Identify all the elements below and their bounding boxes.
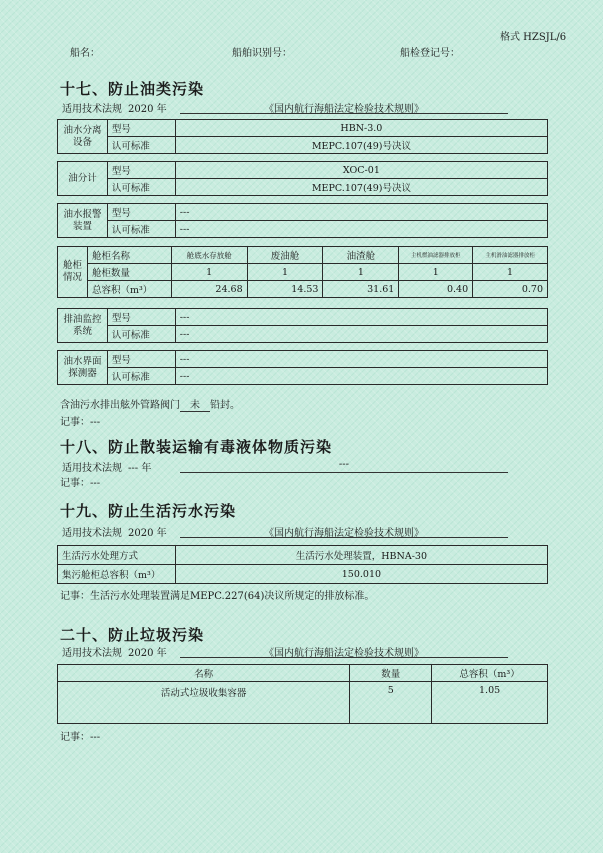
reg-year: 2020 年	[128, 104, 167, 115]
garbage-item: 活动式垃圾收集容器	[58, 682, 350, 724]
tank-volume-label: 总容积（m³）	[87, 281, 171, 298]
separator-model-label: 型号	[107, 120, 175, 137]
tank-volume: 31.61	[323, 281, 399, 298]
s17-note: 记事：---	[60, 417, 101, 428]
meter-model: XOC-01	[175, 162, 547, 179]
tanks-table	[57, 246, 548, 298]
tank-name-label: 舱柜名称	[87, 247, 171, 264]
section-19-title: 十九、防止生活污水污染	[60, 502, 237, 520]
sewage-table	[57, 545, 548, 584]
tank-name: 主机滑油滤器排放柜	[473, 247, 548, 264]
tank-name: 主机燃油滤器排放柜	[399, 247, 473, 264]
tank-volume: 0.70	[473, 281, 548, 298]
reg-underline	[180, 472, 508, 473]
tank-count-label: 舱柜数量	[87, 264, 171, 281]
valve-seal-line	[60, 396, 240, 412]
s18-note: 记事：---	[60, 478, 101, 489]
sewage-method: 生活污水处理装置，HBNA-30	[175, 546, 547, 565]
col-qty-header: 数量	[350, 665, 432, 682]
tank-volume: 0.40	[399, 281, 473, 298]
s19-note: 记事：生活污水处理装置满足MEPC.227(64)决议所规定的排放标准。	[60, 591, 375, 602]
oil-meter-table	[57, 161, 548, 196]
reg-label: 适用技术法规	[62, 648, 122, 659]
tank-volume: 24.68	[171, 281, 247, 298]
tank-volume: 14.53	[247, 281, 323, 298]
ship-name-label: 船名：	[70, 48, 100, 59]
section-17-title: 十七、防止油类污染	[60, 80, 205, 98]
s20-regulation	[62, 644, 167, 659]
discharge-monitor-table	[57, 308, 548, 343]
alarm-model: ---	[175, 204, 547, 221]
interface-model-label: 型号	[107, 351, 175, 368]
discharge-model-label: 型号	[107, 309, 175, 326]
section-18-title: 十八、防止散装运输有毒液体物质污染	[60, 438, 333, 456]
discharge-approval: ---	[175, 326, 547, 343]
valve-status: 未	[180, 396, 210, 412]
discharge-approval-label: 认可标准	[107, 326, 175, 343]
s20-reg-name: 《国内航行海船法定检验技术规则》	[264, 648, 424, 659]
tank-count: 1	[247, 264, 323, 281]
s20-note: 记事：---	[60, 732, 101, 743]
reg-no-label: 船检登记号：	[400, 48, 460, 59]
valve-text-end: 铅封。	[210, 400, 240, 411]
tank-count: 1	[399, 264, 473, 281]
ship-id-label: 船舶识别号：	[232, 48, 292, 59]
interface-model: ---	[175, 351, 547, 368]
garbage-table	[57, 664, 548, 724]
interface-label: 油水界面探测器	[58, 351, 108, 385]
sewage-method-label: 生活污水处理方式	[58, 546, 176, 565]
interface-approval: ---	[175, 368, 547, 385]
s19-regulation	[62, 524, 167, 539]
s17-reg-name: 《国内航行海船法定检验技术规则》	[264, 104, 424, 115]
valve-text: 含油污水排出舷外管路阀门	[60, 400, 180, 411]
sewage-volume-label: 集污舱柜总容积（m³）	[58, 565, 176, 584]
meter-model-label: 型号	[107, 162, 175, 179]
tank-count: 1	[323, 264, 399, 281]
col-name-header: 名称	[58, 665, 350, 682]
section-20-title: 二十、防止垃圾污染	[60, 626, 205, 644]
col-vol-header: 总容积（m³）	[432, 665, 548, 682]
form-code: 格式 HZSJL/6	[500, 32, 567, 43]
s18-reg-name: ---	[338, 459, 350, 470]
tank-count: 1	[473, 264, 548, 281]
interface-approval-label: 认可标准	[107, 368, 175, 385]
s19-reg-name: 《国内航行海船法定检验技术规则》	[264, 528, 424, 539]
reg-label: 适用技术法规	[62, 463, 122, 474]
alarm-label: 油水报警装置	[58, 204, 108, 238]
reg-year: --- 年	[128, 463, 152, 474]
reg-label: 适用技术法规	[62, 528, 122, 539]
alarm-approval: ---	[175, 221, 547, 238]
discharge-label: 排油监控系统	[58, 309, 108, 343]
oil-alarm-table	[57, 203, 548, 238]
tank-name: 油渣舱	[323, 247, 399, 264]
meter-label: 油分计	[58, 162, 108, 196]
tank-name: 舱底水存放舱	[171, 247, 247, 264]
tank-name: 废油舱	[247, 247, 323, 264]
reg-year: 2020 年	[128, 648, 167, 659]
alarm-approval-label: 认可标准	[107, 221, 175, 238]
meter-approval: MEPC.107(49)号决议	[175, 179, 547, 196]
oil-equipment-table	[57, 119, 548, 154]
separator-approval: MEPC.107(49)号决议	[175, 137, 547, 154]
reg-label: 适用技术法规	[62, 104, 122, 115]
separator-approval-label: 认可标准	[107, 137, 175, 154]
garbage-volume: 1.05	[432, 682, 548, 724]
separator-label: 油水分离设备	[58, 120, 108, 154]
discharge-model: ---	[175, 309, 547, 326]
reg-year: 2020 年	[128, 528, 167, 539]
interface-detector-table	[57, 350, 548, 385]
tanks-label: 舱柜情况	[58, 247, 88, 298]
s18-regulation	[62, 459, 151, 474]
tank-count: 1	[171, 264, 247, 281]
sewage-volume: 150.010	[175, 565, 547, 584]
s17-regulation	[62, 100, 167, 115]
separator-model: HBN-3.0	[175, 120, 547, 137]
alarm-model-label: 型号	[107, 204, 175, 221]
garbage-qty: 5	[350, 682, 432, 724]
meter-approval-label: 认可标准	[107, 179, 175, 196]
